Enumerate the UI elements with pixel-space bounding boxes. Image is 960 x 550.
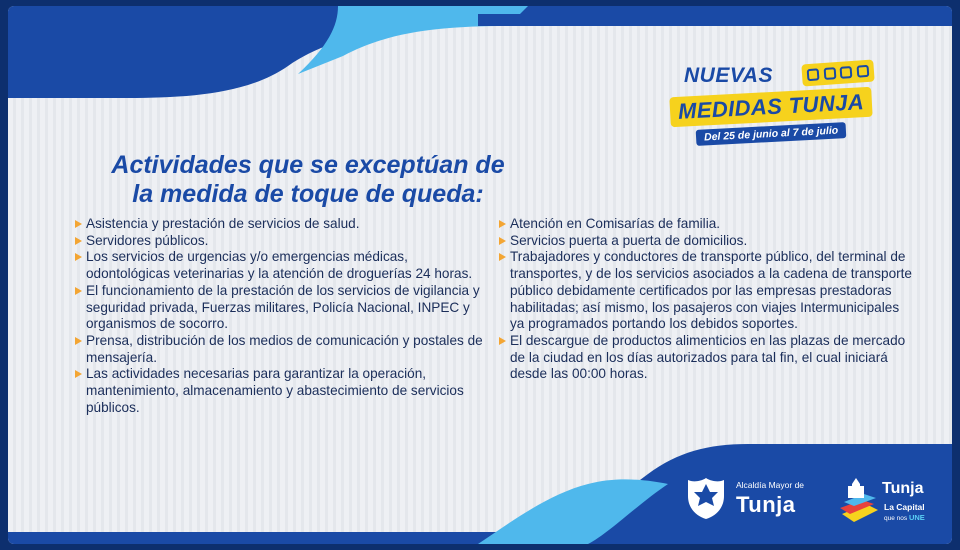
- alcaldia-name: Tunja: [736, 492, 796, 517]
- list-item: Atención en Comisarías de familia.: [498, 216, 913, 233]
- list-item: Servidores públicos.: [74, 233, 494, 250]
- page-title-line1: Actividades que se exceptúan de: [111, 151, 505, 179]
- list-item: Prensa, distribución de los medios de comunicación y postales de mensajería.: [74, 333, 494, 366]
- page-title: [78, 151, 538, 209]
- nuevas-medidas-badge: [670, 62, 900, 152]
- list-item: Trabajadores y conductores de transporte público, del terminal de transportes, y de los servicios asociados a la cadena de transporte público debidamente certificados por las empresas prestadoras habilitadas; así mismo, los pasajeros con viajes Intermunicipales ya programados portando los debidos soportes.: [498, 249, 913, 333]
- badge-title-line2: MEDIDAS TUNJA: [669, 87, 872, 128]
- coat-of-arms-icon: [686, 476, 726, 520]
- people-icon: [840, 66, 853, 79]
- list-item: Los servicios de urgencias y/o emergencias médicas, odontológicas veterinarias y la atención de droguerías 24 horas.: [74, 249, 494, 282]
- list-item: El funcionamiento de la prestación de los servicios de vigilancia y seguridad privada, Fuerzas militares, Policía Nacional, INPEC y organismos de socorro.: [74, 283, 494, 333]
- footer-logos: [680, 472, 952, 536]
- announcement-card: [8, 6, 952, 544]
- restriction-icon: [807, 68, 820, 81]
- list-item: El descargue de productos alimenticios en las plazas de mercado de la ciudad en los días autorizados para tal fin, el cual iniciará desde las 00:00 horas.: [498, 333, 913, 383]
- list-item: Las actividades necesarias para garantizar la operación, mantenimiento, almacenamiento y abastecimiento de servicios públicos.: [74, 366, 494, 416]
- mask-icon: [856, 65, 869, 78]
- brand-tagline: La Capital: [884, 502, 925, 512]
- page-title-line2: la medida de toque de queda:: [132, 180, 484, 208]
- badge-date-range: Del 25 de junio al 7 de julio: [696, 122, 847, 146]
- exceptions-list-right: [498, 216, 913, 383]
- alcaldia-subtitle: Alcaldía Mayor de: [736, 480, 805, 490]
- exceptions-list-left: [74, 216, 494, 416]
- badge-title-line1: NUEVAS: [684, 64, 773, 87]
- id-card-icon: [823, 67, 836, 80]
- list-item: Asistencia y prestación de servicios de salud.: [74, 216, 494, 233]
- badge-icon-strip: [801, 60, 874, 87]
- list-item: Servicios puerta a puerta de domicilios.: [498, 233, 913, 250]
- city-brand-logo-icon: [836, 474, 884, 526]
- brand-name: Tunja: [882, 480, 924, 497]
- brand-tagline-small: que nos UNE: [884, 513, 925, 522]
